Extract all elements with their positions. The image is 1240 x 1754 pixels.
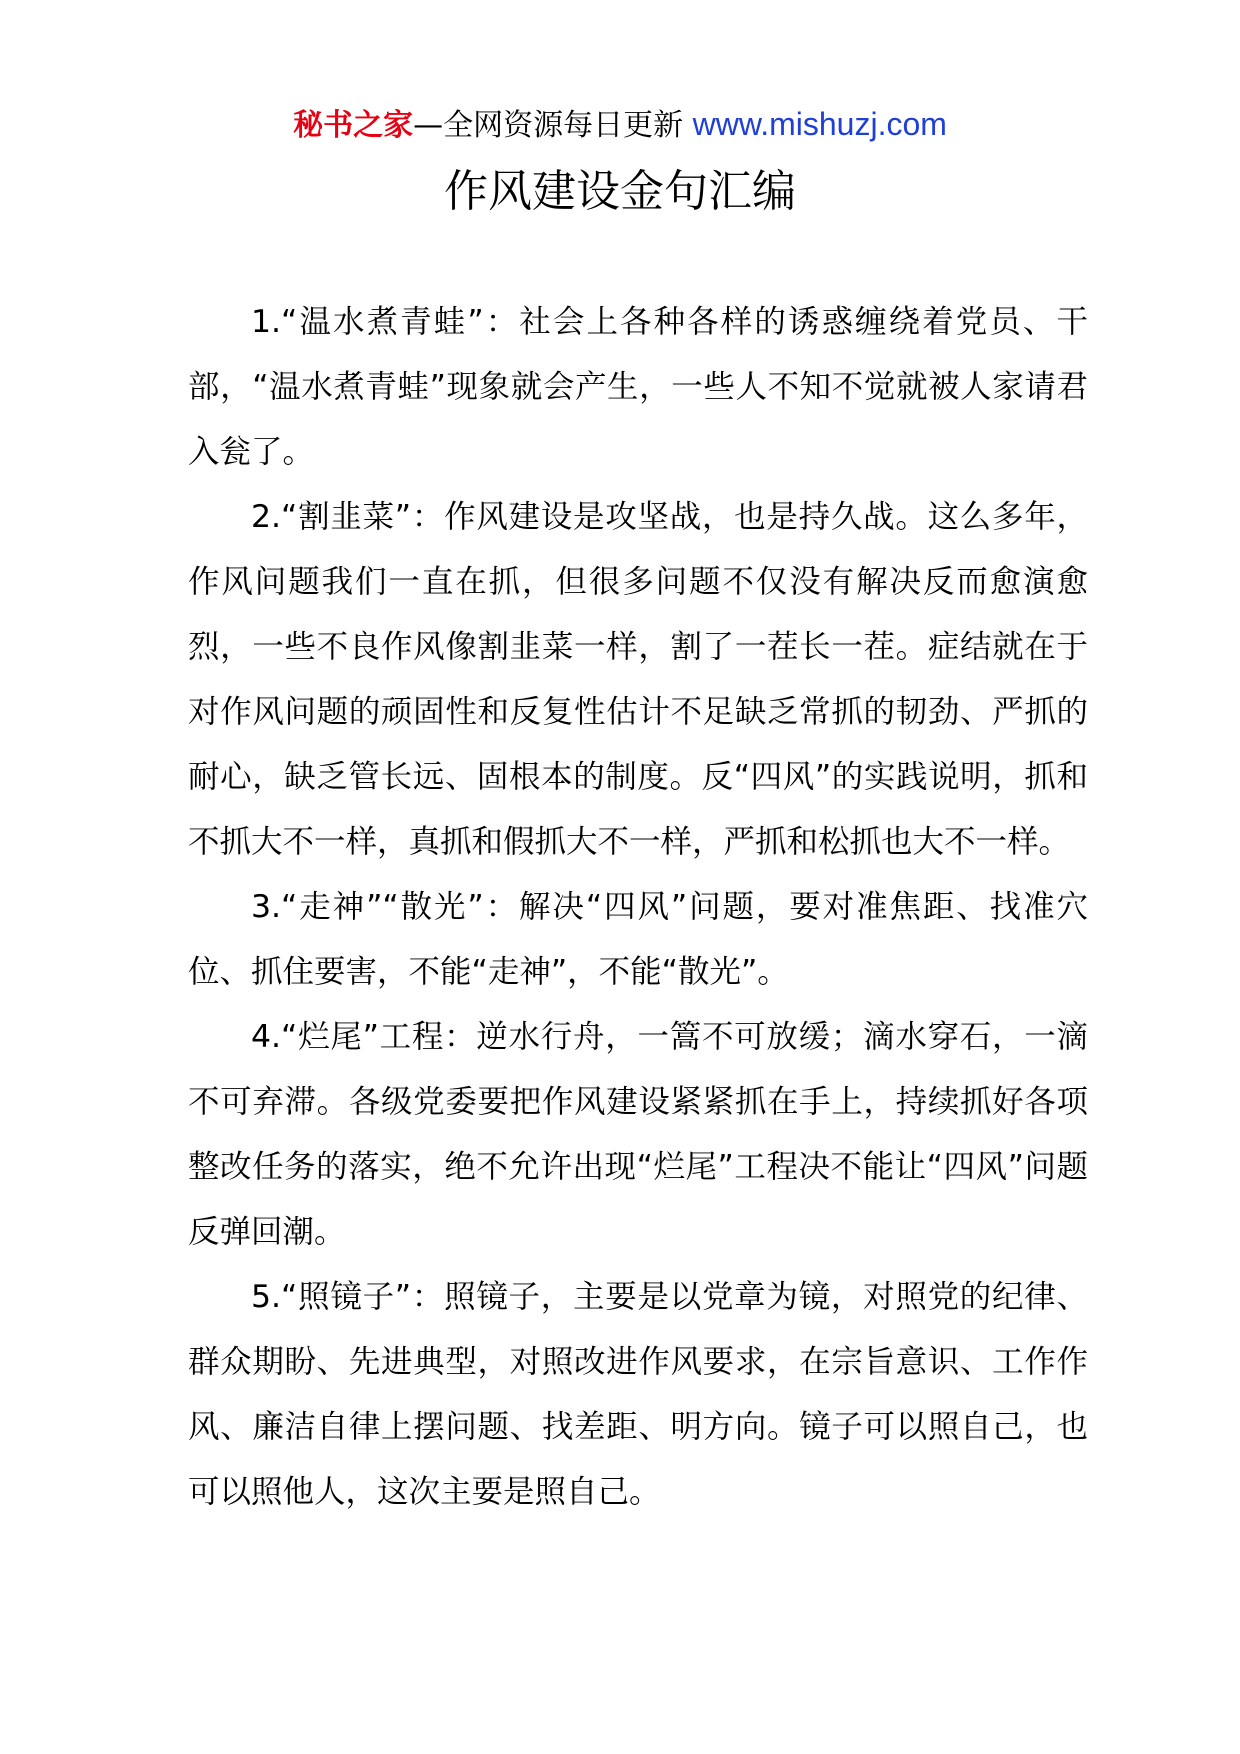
paragraph-1: 1.“温水煮青蛙”：社会上各种各样的诱惑缠绕着党员、干部，“温水煮青蛙”现象就会产生，一些人不知不觉就被人家请君入瓮了。 xyxy=(188,304,1088,470)
document-title: 作风建设金句汇编 xyxy=(444,166,796,217)
brand-name: 秘书之家 xyxy=(293,108,414,143)
page-header xyxy=(0,102,1240,148)
paragraph-5: 5.“照镜子”：照镜子，主要是以党章为镜，对照党的纪律、群众期盼、先进典型，对照改进作风要求，在宗旨意识、工作作风、廉洁自律上摆问题、找差距、明方向。镜子可以照自己，也可以照他人，这次主要是照自己。 xyxy=(188,1279,1088,1510)
header-slogan: —全网资源每日更新 xyxy=(413,108,693,143)
paragraph-3: 3.“走神”“散光”：解决“四风”问题，要对准焦距、找准穴位、抓住要害，不能“走神”，不能“散光”。 xyxy=(188,889,1088,990)
paragraph-2: 2.“割韭菜”：作风建设是攻坚战，也是持久战。这么多年，作风问题我们一直在抓，但很多问题不仅没有解决反而愈演愈烈，一些不良作风像割韭菜一样，割了一茬长一茬。症结就在于对作风问题的顽固性和反复性估计不足缺乏常抓的韧劲、严抓的耐心，缺乏管长远、固根本的制度。反“四风”的实践说明，抓和不抓大不一样，真抓和假抓大不一样，严抓和松抓也大不一样。 xyxy=(188,499,1088,860)
paragraph-4: 4.“烂尾”工程：逆水行舟，一篙不可放缓；滴水穿石，一滴不可弃滞。各级党委要把作风建设紧紧抓在手上，持续抓好各项整改任务的落实，绝不允许出现“烂尾”工程决不能让“四风”问题反弹回潮。 xyxy=(188,1019,1088,1250)
document-body xyxy=(188,290,1088,1525)
website-url: www.mishuzj.com xyxy=(692,106,947,142)
